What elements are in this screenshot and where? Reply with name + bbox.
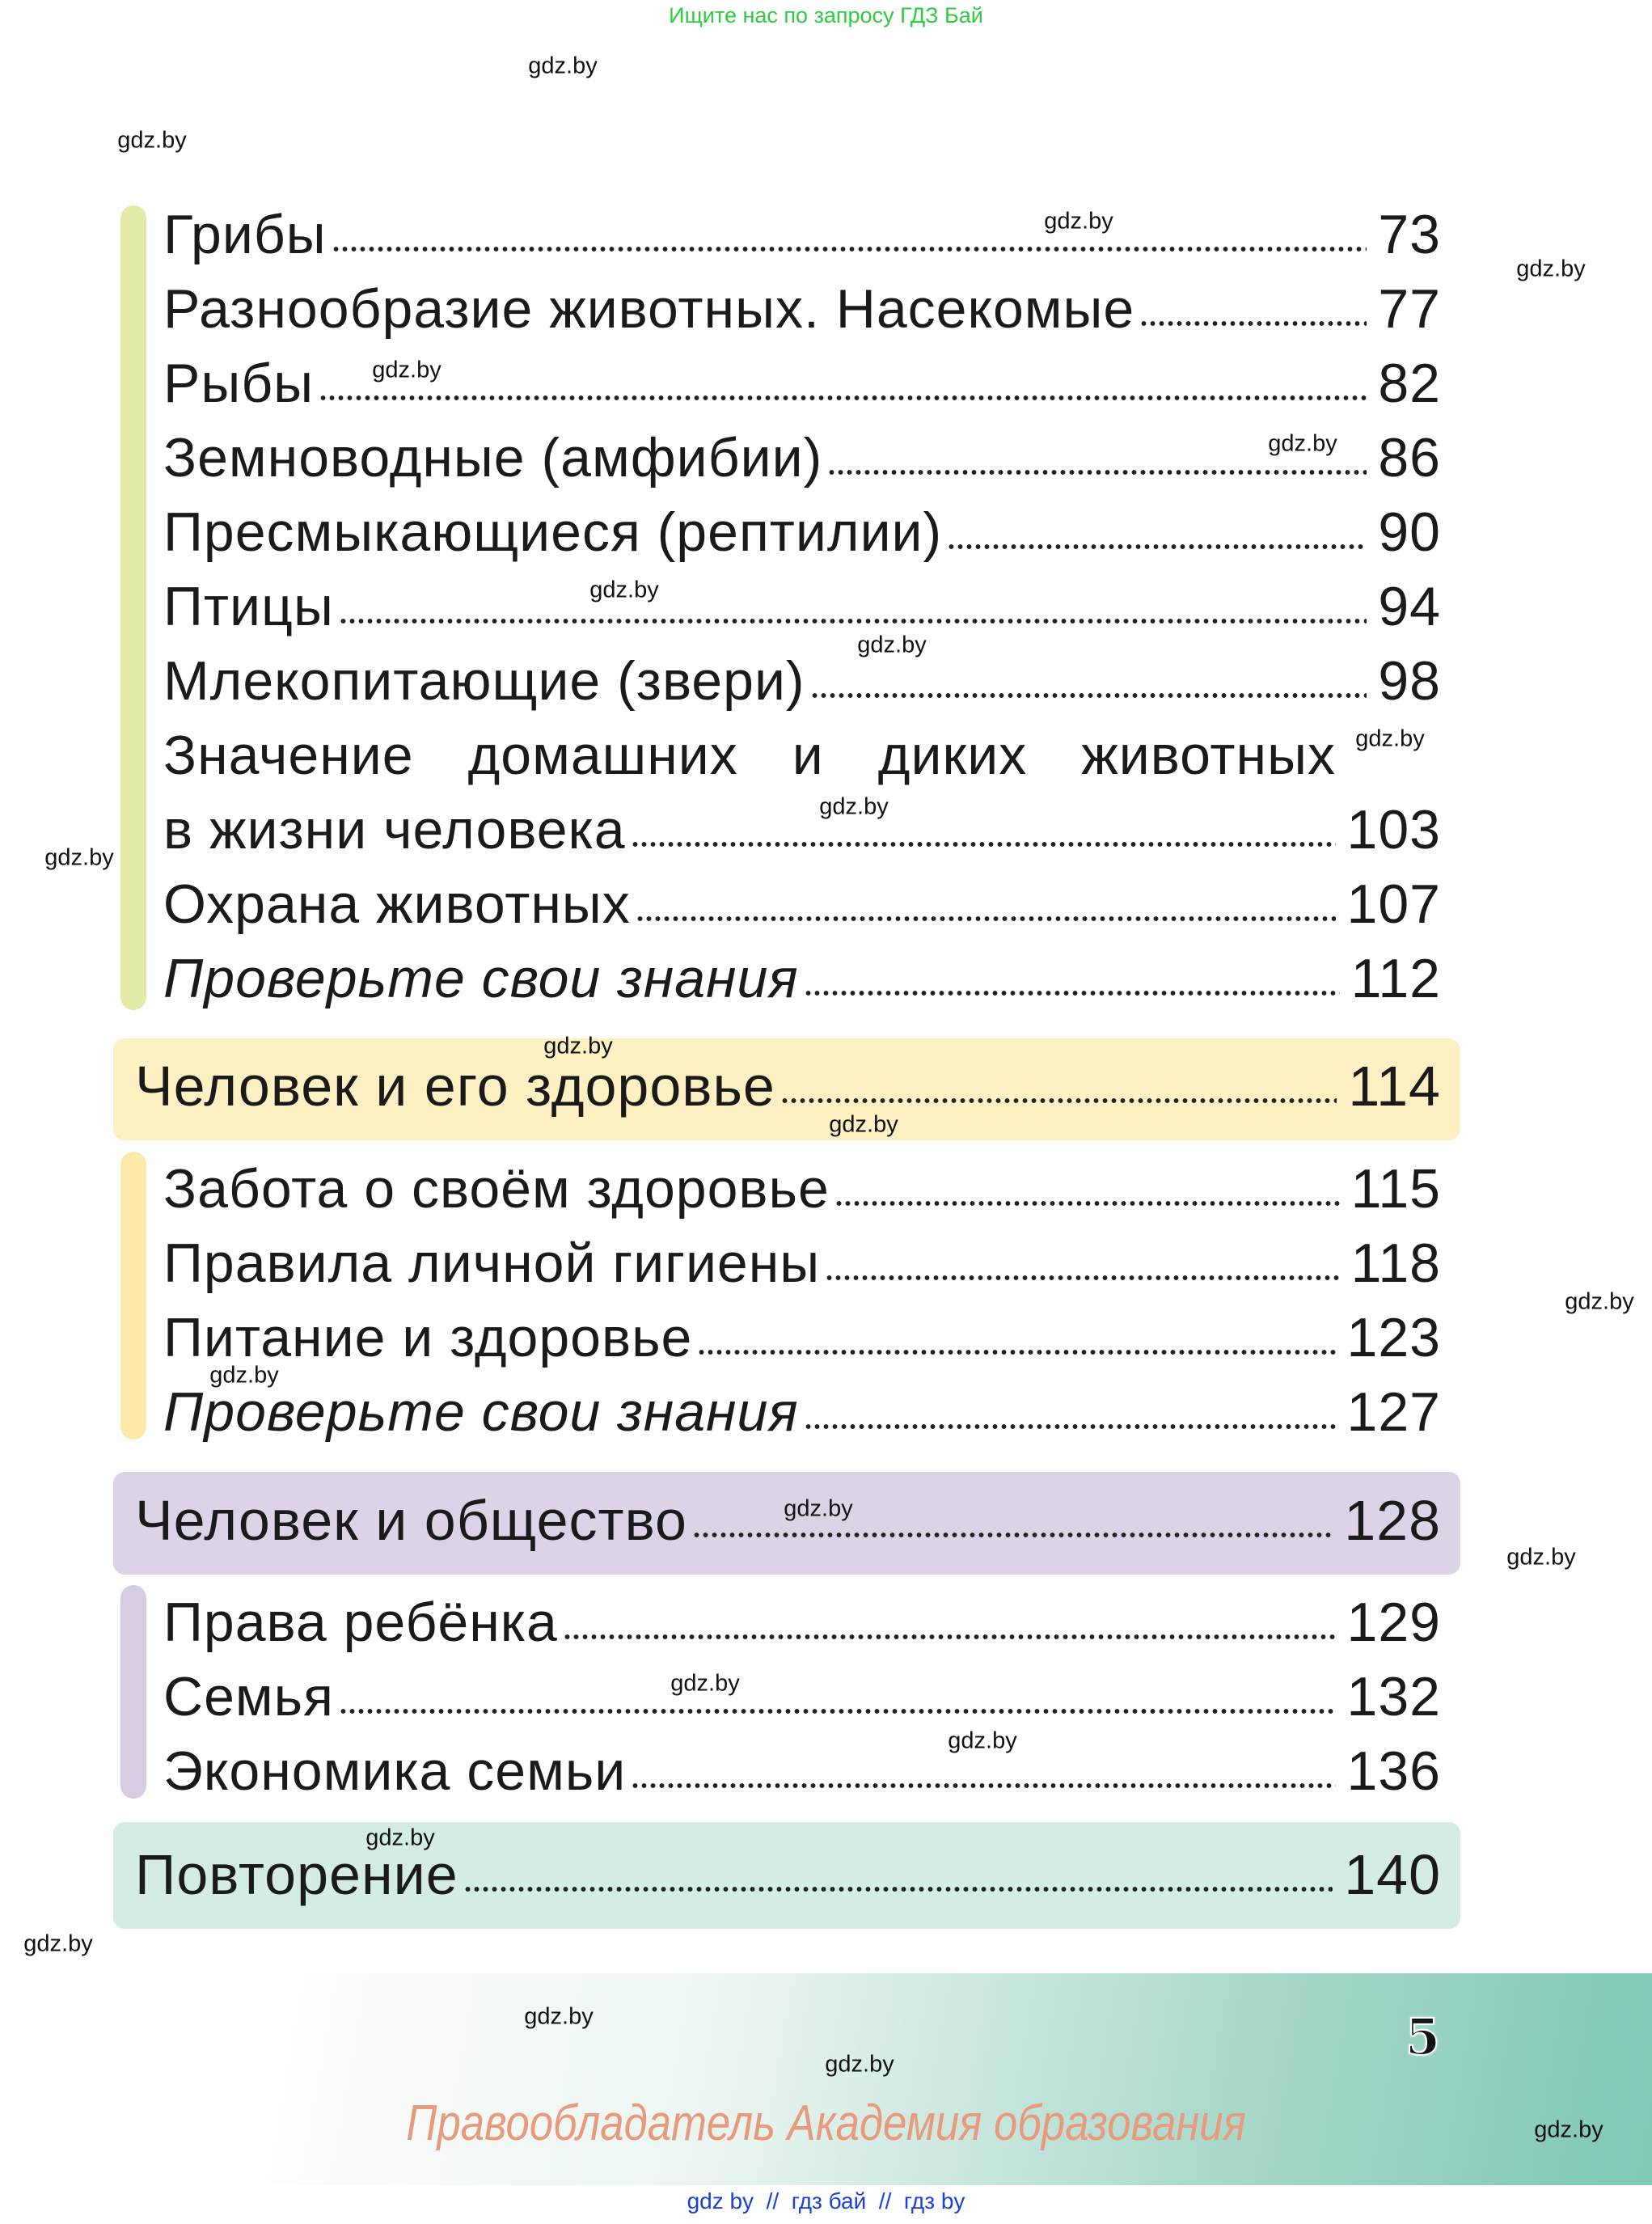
entry-title: Правила личной гигиены (163, 1233, 821, 1294)
watermark: gdz.by (44, 844, 114, 871)
dot-leader (804, 988, 1340, 998)
dot-leader (563, 1632, 1336, 1642)
toc-entry[interactable] (163, 1585, 1441, 1660)
watermark: gdz.by (948, 1727, 1017, 1754)
toc-entry[interactable] (163, 644, 1441, 718)
dot-leader (825, 1273, 1339, 1283)
watermark: gdz.by (857, 632, 927, 658)
watermark: gdz.by (1044, 208, 1113, 235)
toc-entry[interactable] (163, 1226, 1441, 1300)
entry-title: Семья (163, 1666, 334, 1727)
dot-leader (1139, 319, 1367, 328)
entry-title: Проверьте свои знания (163, 948, 799, 1009)
toc-entry-line1[interactable] (163, 718, 1441, 793)
section-page: 140 (1344, 1843, 1441, 1906)
entry-title: Земноводные (амфибии) (163, 427, 823, 488)
entry-word: домашних (467, 725, 738, 786)
watermark: gdz.by (528, 53, 598, 79)
toc-entry[interactable] (163, 1734, 1441, 1808)
watermark: gdz.by (589, 577, 659, 603)
watermark: gdz.by (829, 1111, 898, 1138)
toc-entry[interactable] (163, 941, 1441, 1016)
dot-leader (339, 616, 1367, 626)
entry-page: 77 (1378, 278, 1441, 340)
watermark: gdz.by (365, 1824, 435, 1851)
entry-word: и (792, 725, 824, 786)
dot-leader (947, 542, 1367, 552)
entry-title: Рыбы (163, 353, 315, 414)
search-hint: Ищите нас по запросу ГДЗ Бай (669, 3, 983, 27)
watermark: gdz.by (1534, 2116, 1603, 2143)
entry-title: Питание и здоровье (163, 1307, 693, 1368)
dot-leader (636, 914, 1336, 924)
toc-entry[interactable] (163, 495, 1441, 569)
dot-leader (463, 1884, 1333, 1894)
entry-page: 118 (1350, 1233, 1441, 1294)
entry-title: Экономика семьи (163, 1740, 627, 1802)
bottom-links[interactable]: gdz by // гдз бай // гдз by (687, 2188, 965, 2213)
entry-title: Млекопитающие (звери) (163, 650, 805, 712)
entry-page: 90 (1378, 501, 1441, 563)
toc-entry[interactable] (163, 197, 1441, 272)
dot-leader (692, 1530, 1333, 1540)
dot-leader (332, 244, 1367, 254)
entry-page: 136 (1346, 1740, 1441, 1802)
section-title: Человек и общество (135, 1489, 687, 1552)
entry-title: Охрана животных (163, 873, 631, 935)
entry-title: Забота о своём здоровье (163, 1158, 830, 1220)
watermark: gdz.by (825, 2051, 894, 2078)
watermark: gdz.by (543, 1033, 613, 1059)
toc-entry[interactable] (163, 1660, 1441, 1734)
toc-entry[interactable] (163, 346, 1441, 421)
dot-leader (810, 691, 1367, 700)
section-page: 128 (1344, 1489, 1441, 1552)
dot-leader (339, 1706, 1336, 1716)
toc-entry[interactable] (163, 1300, 1441, 1375)
entry-page: 107 (1346, 873, 1441, 935)
dot-leader (697, 1347, 1335, 1357)
entry-page: 132 (1346, 1666, 1441, 1727)
watermark: gdz.by (1355, 725, 1425, 752)
dot-leader (834, 1199, 1340, 1208)
entry-page: 98 (1378, 650, 1441, 712)
green-section-bar (120, 205, 146, 1010)
watermark: gdz.by (670, 1670, 740, 1697)
watermark: gdz.by (784, 1495, 853, 1522)
watermark: gdz.by (23, 1930, 93, 1957)
dot-leader (827, 467, 1367, 477)
toc-entry[interactable] (163, 1152, 1441, 1226)
entry-title: Права ребёнка (163, 1592, 558, 1653)
toc-entry[interactable] (163, 569, 1441, 644)
entry-page: 112 (1350, 948, 1441, 1009)
entry-title: в жизни человека (163, 799, 626, 860)
yellow-section-bar (120, 1152, 146, 1440)
entry-page: 73 (1378, 204, 1441, 265)
watermark: gdz.by (117, 127, 187, 154)
toc-section-health[interactable] (135, 1049, 1441, 1123)
entry-title: Разнообразие животных. Насекомые (163, 278, 1135, 340)
entry-page: 82 (1378, 353, 1441, 414)
watermark: gdz.by (1268, 430, 1337, 457)
section-page: 114 (1348, 1055, 1441, 1118)
entry-page: 127 (1346, 1381, 1441, 1443)
toc-entry[interactable] (163, 272, 1441, 346)
toc-entry[interactable] (163, 1375, 1441, 1449)
toc-section-review[interactable] (135, 1837, 1441, 1912)
watermark: gdz.by (209, 1362, 279, 1389)
entry-title: Пресмыкающиеся (рептилии) (163, 501, 943, 563)
watermark: gdz.by (524, 2003, 594, 2030)
toc-entry[interactable] (163, 793, 1441, 867)
toc-entry[interactable] (163, 421, 1441, 495)
dot-leader (319, 393, 1367, 403)
footer-gradient (0, 1973, 1652, 2185)
section-title: Повторение (135, 1843, 458, 1906)
entry-word: Значение (163, 725, 414, 786)
entry-page: 129 (1346, 1592, 1441, 1653)
dot-leader (631, 839, 1336, 849)
entry-title: Птицы (163, 576, 334, 637)
purple-section-bar (120, 1585, 146, 1799)
watermark: gdz.by (1516, 256, 1586, 282)
toc-entry[interactable] (163, 867, 1441, 941)
watermark: gdz.by (1565, 1288, 1634, 1315)
entry-page: 115 (1350, 1158, 1441, 1220)
entry-word: животных (1081, 725, 1336, 786)
watermark: gdz.by (1506, 1544, 1576, 1571)
section-title: Человек и его здоровье (135, 1055, 775, 1118)
entry-page: 94 (1378, 576, 1441, 637)
watermark: gdz.by (372, 357, 442, 383)
dot-leader (780, 1096, 1337, 1106)
entry-title: Проверьте свои знания (163, 1381, 799, 1443)
entry-page: 86 (1378, 427, 1441, 488)
page-number: 5 (1405, 2007, 1441, 2066)
entry-page: 103 (1346, 799, 1441, 860)
entry-word: диких (877, 725, 1028, 786)
dot-leader (804, 1422, 1336, 1431)
entry-title: Грибы (163, 204, 327, 265)
entry-page: 123 (1346, 1307, 1441, 1368)
watermark: gdz.by (819, 793, 889, 820)
dot-leader (631, 1781, 1335, 1791)
copyright-holder: Правообладатель Академия образования (406, 2095, 1246, 2151)
